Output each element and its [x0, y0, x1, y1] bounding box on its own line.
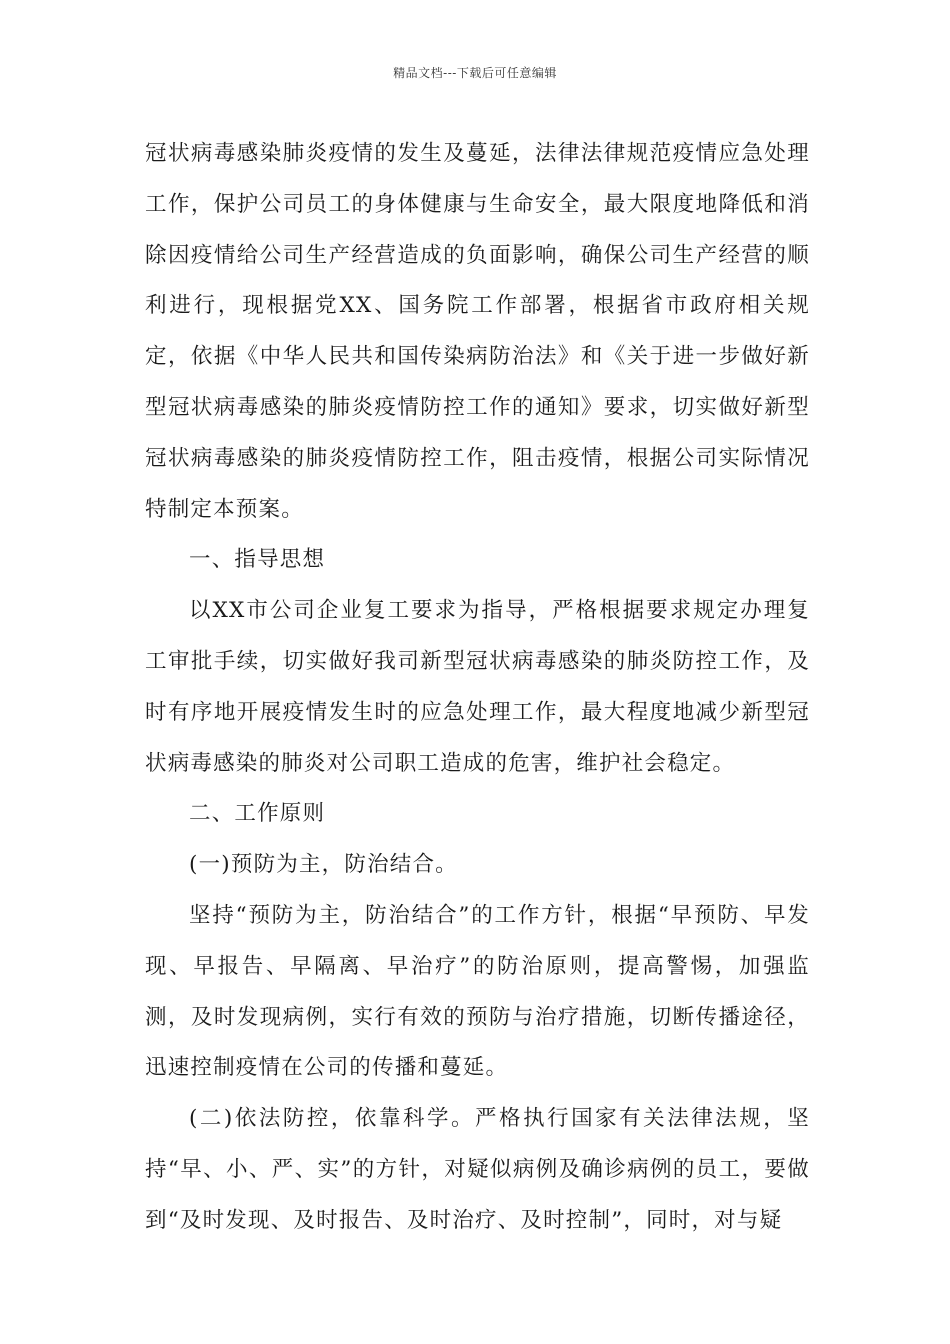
section-heading-guiding-ideology: 一、指导思想 [189, 547, 326, 573]
guiding-ideology-paragraph: 以XX市公司企业复工要求为指导，严格根据要求规定办理复工审批手续，切实做好我司新型冠状病毒感染的肺炎防控工作，及时有序地开展疫情发生时的应急处理工作，最大程度地减少新型冠状病毒感染的肺炎对公司职工造成的危害，维护社会稳定。 [145, 598, 810, 776]
page-header: 精品文档---下载后可任意编辑 [393, 66, 557, 80]
section-heading-work-principles: 二、工作原则 [189, 801, 326, 827]
document-body [145, 129, 810, 1247]
prevention-paragraph: 坚持“预防为主，防治结合”的工作方针，根据“早预防、早发现、早报告、早隔离、早治疗”的防治原则，提高警惕，加强监测，及时发现病例，实行有效的预防与治疗措施，切断传播途径，迅速控制疫情在公司的传播和蔓延。 [145, 902, 810, 1081]
lawful-control-paragraph: (二)依法防控，依靠科学。严格执行国家有关法律法规，坚持“早、小、严、实”的方针，对疑似病例及确诊病例的员工，要做到“及时发现、及时报告、及时治疗、及时控制”，同时，对与疑 [145, 1106, 810, 1233]
subheading-prevention-first: (一)预防为主，防治结合。 [189, 852, 458, 878]
intro-paragraph: 冠状病毒感染肺炎疫情的发生及蔓延，法律法律规范疫情应急处理工作，保护公司员工的身体健康与生命安全，最大限度地降低和消除因疫情给公司生产经营造成的负面影响，确保公司生产经营的顺利进行，现根据党XX、国务院工作部署，根据省市政府相关规定，依据《中华人民共和国传染病防治法》和《关于进一步做好新型冠状病毒感染的肺炎疫情防控工作的通知》要求，切实做好新型冠状病毒感染的肺炎疫情防控工作，阻击疫情，根据公司实际情况特制定本预案。 [145, 141, 810, 522]
